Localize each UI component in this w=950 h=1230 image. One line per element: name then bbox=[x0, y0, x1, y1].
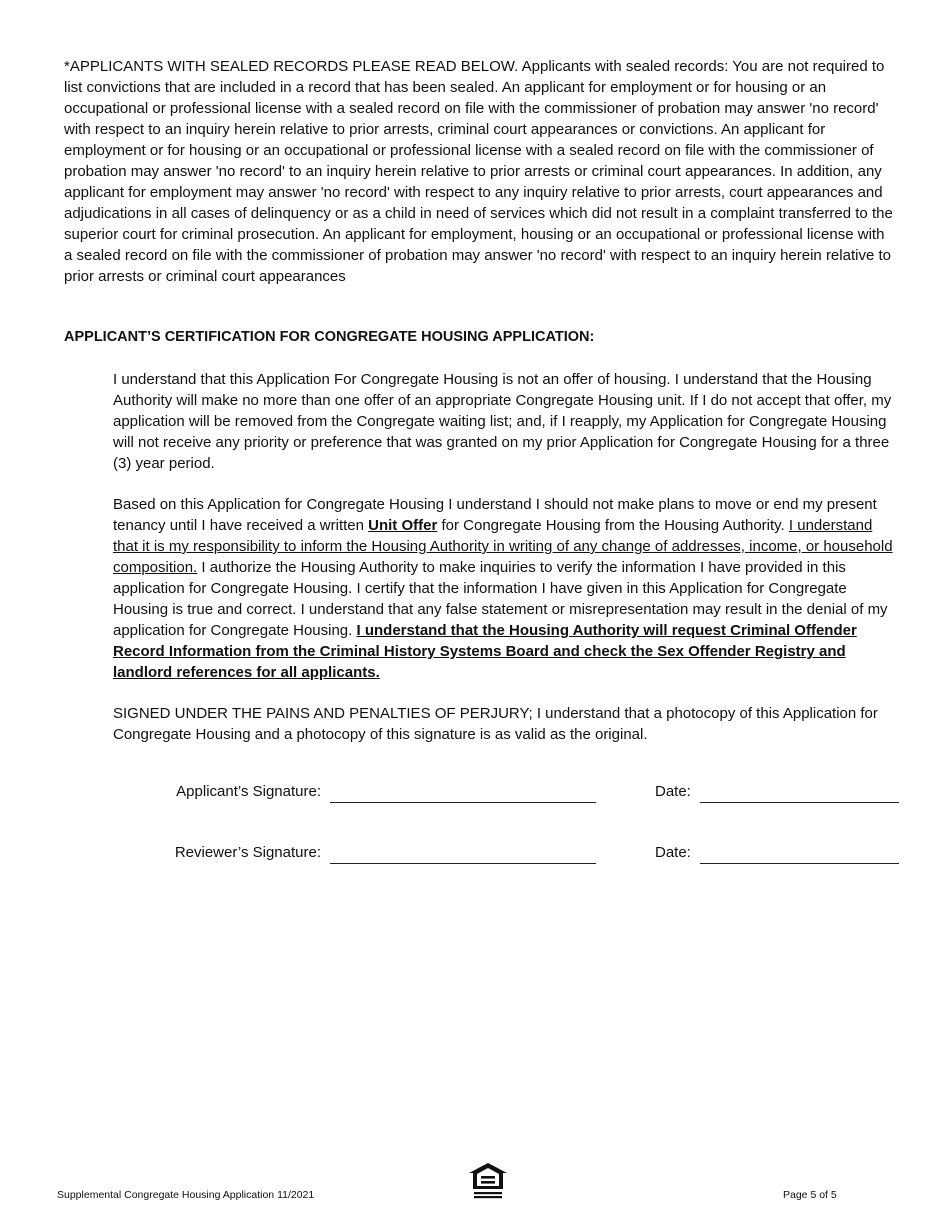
paragraph-2-text-3: I authorize the Housing Authority to make inquiries to verify the information I have provided in this application for Congregate Housing. I certify that the information I have given in this Application for Congregate Housing is true and correct. I understand that any false statement or misrepresentation may result in the denial of my application for Congregate Housing. bbox=[113, 559, 888, 639]
applicant-signature-field[interactable] bbox=[330, 802, 596, 803]
certification-heading: APPLICANT’S CERTIFICATION FOR CONGREGATE HOUSING APPLICATION: bbox=[64, 329, 595, 345]
reviewer-signature-row bbox=[0, 841, 950, 869]
unit-offer-term: Unit Offer bbox=[368, 517, 438, 534]
applicant-signature-label: Applicant’s Signature: bbox=[176, 783, 321, 800]
applicant-date-field[interactable] bbox=[700, 802, 899, 803]
cori-statement: I understand that the Housing Authority will request Criminal Offender Record Information from the Criminal History Systems Board and check the Sex Offender Registry and landlord references for all applicants. bbox=[113, 622, 857, 681]
reviewer-date-label: Date: bbox=[655, 844, 691, 861]
equal-housing-opportunity-icon bbox=[467, 1161, 509, 1201]
page-number: Page 5 of 5 bbox=[783, 1189, 837, 1201]
applicant-date-label: Date: bbox=[655, 783, 691, 800]
certification-paragraph-1: I understand that this Application For Congregate Housing is not an offer of housing. I understand that the Housing Authority will make no more than one offer of an appropriate Congregate Housing unit. If I do not accept that offer, my application will be removed from the Congregate waiting list; and, if I reapply, my Application for Congregate Housing will not receive any priority or preference that was granted on my prior Application for Congregate Housing for a three (3) year period. bbox=[113, 371, 892, 472]
reviewer-signature-field[interactable] bbox=[330, 863, 596, 864]
paragraph-2-text-1: Based on this Application for Congregate Housing I understand I should not make plans to move or end my present tenancy until I have received a written bbox=[113, 496, 877, 534]
reviewer-signature-label: Reviewer’s Signature: bbox=[174, 844, 321, 861]
footer-document-title: Supplemental Congregate Housing Application 11/2021 bbox=[57, 1189, 315, 1201]
certification-paragraph-2 bbox=[113, 494, 893, 683]
perjury-statement: SIGNED UNDER THE PAINS AND PENALTIES OF PERJURY; I understand that a photocopy of this Application for Congregate Housing and a photocopy of this signature is as valid as the original. bbox=[113, 705, 878, 743]
change-notice-statement: I understand that it is my responsibility to inform the Housing Authority in writing of any change of addresses, income, or household composition. bbox=[113, 517, 893, 576]
paragraph-2-text-2: for Congregate Housing from the Housing Authority. bbox=[437, 517, 789, 534]
applicant-signature-row bbox=[0, 780, 950, 808]
reviewer-date-field[interactable] bbox=[700, 863, 899, 864]
sealed-records-notice: *APPLICANTS WITH SEALED RECORDS PLEASE READ BELOW. Applicants with sealed records: You are not required to list convictions that are included in a record that has been sealed. An applicant for employment or for housing or an occupational or professional license with a sealed record on file with the commissioner of probation may answer 'no record' with respect to an inquiry herein relative to prior arrests, criminal court appearances or convictions. An applicant for employment or for housing or an occupational or professional license with a sealed record on file with the commissioner of probation may answer 'no record' to an inquiry herein relative to prior arrests or criminal court appearances. In addition, any applicant for employment may answer 'no record' with respect to any inquiry relative to prior arrests, court appearances and adjudications in all cases of delinquency or as a child in need of services which did not result in a complaint transferred to the superior court for criminal prosecution. An applicant for employment, housing or an occupational or professional license with a sealed record on file with the commissioner of probation may answer 'no record' with respect to an inquiry herein relative to prior arrests or criminal court appearances bbox=[64, 58, 893, 285]
